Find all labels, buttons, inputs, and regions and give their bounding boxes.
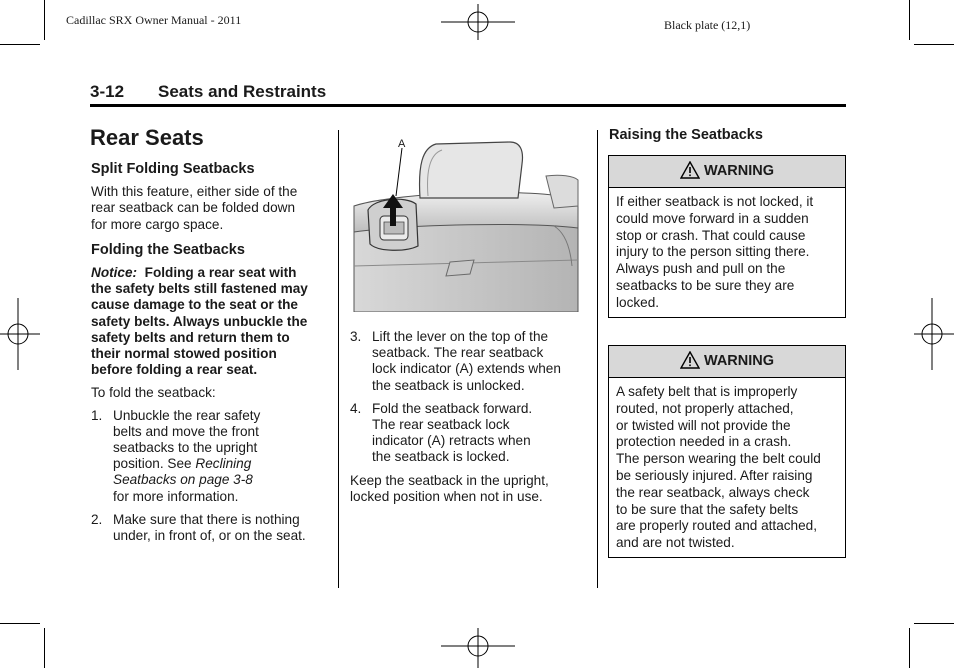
warning-triangle-icon — [680, 351, 700, 369]
warning-box — [608, 345, 846, 558]
warning-text: A safety belt that is improperly routed, not properly attached, or twisted will not provide the protection needed in a crash. The person wearing the belt could be seriously injured. After raising the rear seatback, always check to be sure that the safety belts are properly routed and attached, and are not twisted. — [616, 384, 821, 551]
registration-mark-icon — [914, 298, 954, 370]
crop-mark — [0, 623, 40, 624]
crop-mark — [914, 623, 954, 624]
plate-label: Black plate (12,1) — [664, 18, 751, 32]
cross-reference: Seatbacks on page 3-8 — [113, 472, 253, 488]
page-number: 3-12 — [90, 82, 125, 101]
registration-mark-icon — [441, 4, 515, 40]
crop-mark — [914, 44, 954, 45]
warning-triangle-icon — [680, 161, 700, 179]
section-header — [90, 80, 846, 107]
registration-mark-icon — [0, 298, 40, 370]
list-item: 4. Fold the seatback forward. The rear seatback lock indicator (A) retracts when the seatback is locked. — [350, 400, 533, 465]
crop-mark — [44, 628, 45, 668]
warning-header — [609, 346, 845, 378]
column-divider — [597, 130, 598, 588]
registration-mark-icon — [441, 628, 515, 668]
section-name: Seats and Restraints — [158, 82, 327, 101]
warning-text: If either seatback is not locked, it could move forward in a sudden stop or crash. That could cause injury to the person sitting there. Always push and pull on the seatbacks to be sure they are locked. — [616, 194, 814, 310]
crop-mark — [909, 628, 910, 668]
crop-mark — [0, 44, 40, 45]
cross-reference: Reclining — [195, 456, 252, 472]
warning-title: WARNING — [703, 163, 775, 179]
figure-label: A — [398, 138, 406, 150]
notice: Notice: Folding a rear seat with the safety belts still fastened may cause damage to the seat or the safety belts. Always unbuckle the safety belts and return them to their normal stowed position before folding a rear seat. — [91, 265, 308, 378]
paragraph: Keep the seatback in the upright, locked position when not in use. — [350, 472, 549, 504]
list-item: 1. Unbuckle the rear safety belts and move the front seatbacks to the upright position. See Reclining Seatbacks on page 3-8 for more information. — [91, 407, 261, 504]
column-divider — [338, 130, 339, 588]
manual-title: Cadillac SRX Owner Manual - 2011 — [66, 13, 242, 27]
list-item: 3. Lift the lever on the top of the seatback. The rear seatback lock indicator (A) extends when the seatback is unlocked. — [350, 329, 561, 393]
warning-box — [608, 155, 846, 318]
warning-title: WARNING — [703, 353, 775, 369]
paragraph: To fold the seatback: — [91, 385, 216, 401]
subheading: Folding the Seatbacks — [91, 241, 245, 258]
paragraph: With this feature, either side of the rear seatback can be folded down for more cargo space. — [91, 184, 298, 232]
subheading: Split Folding Seatbacks — [91, 161, 255, 177]
column-2 — [350, 329, 590, 505]
crop-mark — [44, 0, 45, 40]
list-item: 2. Make sure that there is nothing under, in front of, or on the seat. — [91, 511, 306, 544]
page-title: Rear Seats — [90, 125, 204, 150]
crop-mark — [909, 0, 910, 40]
column-1 — [91, 161, 331, 544]
warning-header — [609, 156, 845, 188]
seatback-illustration — [350, 136, 580, 312]
subheading: Raising the Seatbacks — [609, 127, 763, 143]
